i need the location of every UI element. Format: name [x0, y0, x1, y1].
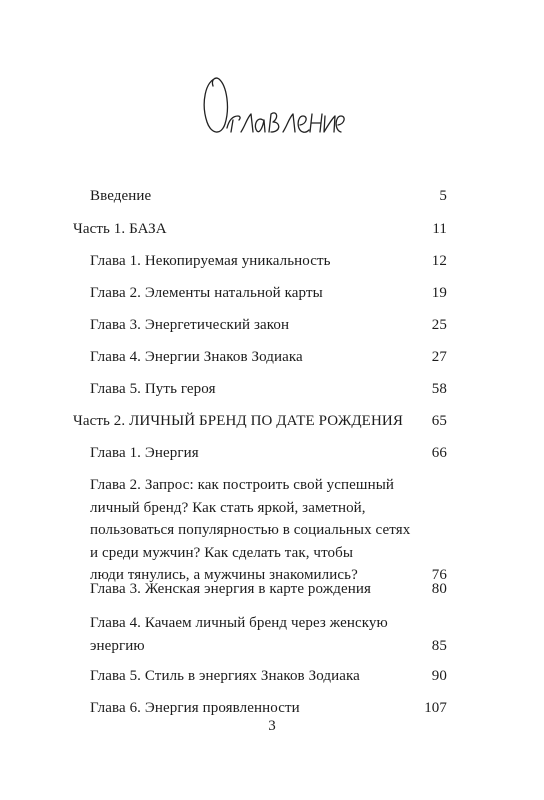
toc-entry-part-2-chapter-1[interactable]: [90, 442, 447, 465]
toc-entry-title: Глава 5. Стиль в энергиях Знаков Зодиака: [90, 668, 360, 684]
toc-entry-title: Глава 5. Путь героя: [90, 381, 216, 397]
toc-entry-part-2-chapter-6[interactable]: [90, 697, 447, 720]
toc-page-number: 90: [431, 668, 447, 684]
toc-page-number: 19: [431, 285, 447, 301]
toc-page-number: 66: [431, 445, 447, 461]
toc-entry-part-1-chapter-4[interactable]: [90, 346, 447, 369]
toc-entry-part-1-chapter-3[interactable]: [90, 314, 447, 337]
toc-entry-title: Глава 3. Энергетический закон: [90, 317, 290, 333]
toc-page-number: 12: [431, 253, 447, 269]
toc-page-number: 27: [431, 349, 447, 365]
toc-entry-title: Глава 1. Некопируемая уникальность: [90, 253, 331, 269]
toc-entry-title: Часть 1. БАЗА: [73, 221, 167, 237]
toc-entry-part-1-chapter-2[interactable]: [90, 282, 447, 305]
toc-entry-part-1-chapter-1[interactable]: [90, 250, 447, 273]
toc-entry-title: Глава 2. Запрос: как построить свой успешный личный бренд? Как стать яркой, заметной, пользоваться популярностью в социальных сетях и среди мужчин? Как сделать так, чтобы люди тянулись, а мужчины знакомились?: [90, 477, 411, 583]
toc-entry-part-2-chapter-4[interactable]: [90, 612, 447, 657]
toc-entry-title: Часть 2. ЛИЧНЫЙ БРЕНД ПО ДАТЕ РОЖДЕНИЯ: [73, 413, 403, 429]
toc-page-number: 25: [431, 317, 447, 333]
toc-page-number: 80: [431, 581, 447, 597]
toc-entry-part-2-chapter-3[interactable]: [90, 578, 447, 601]
toc-entry-title: Глава 2. Элементы натальной карты: [90, 285, 323, 301]
page-number: 3: [268, 718, 276, 734]
toc-entry-part-1-chapter-5[interactable]: [90, 378, 447, 401]
toc-page-number: 85: [431, 637, 447, 654]
toc-page-number: 58: [431, 381, 447, 397]
toc-entry-title: Введение: [90, 188, 152, 204]
toc-entry-part-2-chapter-2[interactable]: [90, 474, 447, 587]
toc-page-number: 65: [431, 413, 447, 429]
toc-page-number: 11: [432, 221, 447, 237]
toc-entry-part-2[interactable]: [73, 410, 447, 433]
toc-entry-title: Глава 4. Энергии Знаков Зодиака: [90, 349, 303, 365]
toc-entry-title: Глава 6. Энергия проявленности: [90, 700, 300, 716]
toc-entry-title: Глава 4. Качаем личный бренд через женскую энергию: [90, 615, 388, 654]
toc-page-number: 76: [431, 567, 447, 583]
toc-entry-title: Глава 1. Энергия: [90, 445, 199, 461]
toc-entry-title: Глава 3. Женская энергия в карте рождения: [90, 581, 371, 597]
toc-page-number: 107: [424, 700, 447, 716]
toc-page-number: 5: [439, 188, 447, 204]
toc-entry-part-2-chapter-5[interactable]: [90, 665, 447, 688]
toc-entry-intro[interactable]: [90, 185, 447, 208]
toc-entry-part-1[interactable]: [73, 218, 447, 241]
